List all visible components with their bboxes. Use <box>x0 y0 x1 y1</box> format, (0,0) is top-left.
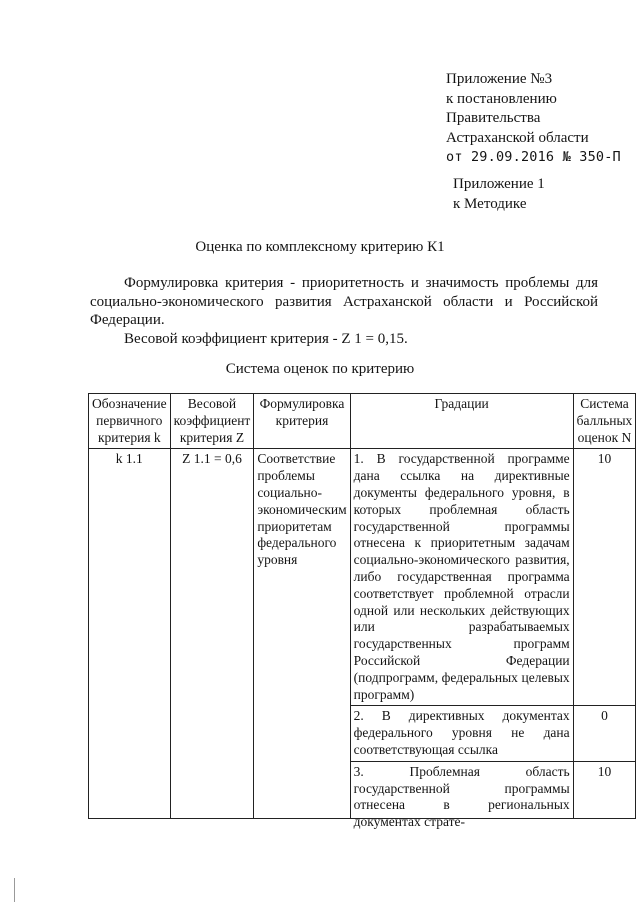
cell-formulation: Соответствие проблемы социально-экономическим приоритетам федерального уровня <box>254 449 350 818</box>
cell-gradation-1: 1. В государственной программе дана ссылка на директивные документы федерального уровня, в которых проблемная область государственной программы отнесена к приоритетным задачам социально-экономического развития, либо государственная программа соответствует проблемной отрасли одной или нескольких действующих или разрабатываемых государственных программ Российской Федерации (подпрограмм, федеральных целевых программ) <box>350 449 573 706</box>
cell-gradation-2: 2. В директивных документах федерального уровня не дана соответствующая ссылка <box>350 706 573 761</box>
header-weight: Весовой коэффициент критерия Z <box>170 394 254 449</box>
criterion-formulation-text: Формулировка критерия - приоритетность и значимость проблемы для социально-экономического развития Астраханской области и Российской Федерации. <box>90 275 598 328</box>
appendix-number: Приложение №3 <box>446 71 553 87</box>
cell-gradation-3-text: 3. Проблемная область государственной программы отнесена в региональных документах страте- <box>353 763 570 830</box>
appendix-date: от 29.09.2016 № 350-П <box>446 149 621 165</box>
methodology-appendix-header <box>453 175 545 214</box>
header-formulation: Формулировка критерия <box>254 394 350 449</box>
document-title: Оценка по комплексному критерию К1 <box>195 239 445 255</box>
criteria-table <box>88 393 636 830</box>
table-title: Система оценок по критерию <box>225 361 415 377</box>
methodology-appendix-ref: к Методике <box>453 195 527 212</box>
appendix-authority: Правительства <box>446 110 541 126</box>
scan-margin-mark <box>14 878 15 902</box>
cell-score-2: 0 <box>573 706 636 761</box>
methodology-appendix-number: Приложение 1 <box>453 176 545 192</box>
header-score: Система балльных оценок N <box>573 394 636 449</box>
appendix-header <box>446 70 621 168</box>
appendix-region: Астраханской области <box>446 129 589 146</box>
header-designation: Обозначение первичного критерия k <box>89 394 171 449</box>
cell-score-3: 10 <box>573 761 636 818</box>
criterion-weight-text: Весовой коэффициент критерия - Z 1 = 0,15. <box>124 330 408 347</box>
appendix-ref: к постановлению <box>446 90 557 107</box>
cell-gradation-3 <box>350 761 573 830</box>
criterion-description <box>90 274 598 348</box>
header-gradations: Градации <box>350 394 573 449</box>
table-header-row <box>89 394 636 449</box>
cell-score-1: 10 <box>573 449 636 706</box>
table-row <box>89 449 636 706</box>
cell-designation: k 1.1 <box>89 449 171 818</box>
cell-weight: Z 1.1 = 0,6 <box>170 449 254 818</box>
